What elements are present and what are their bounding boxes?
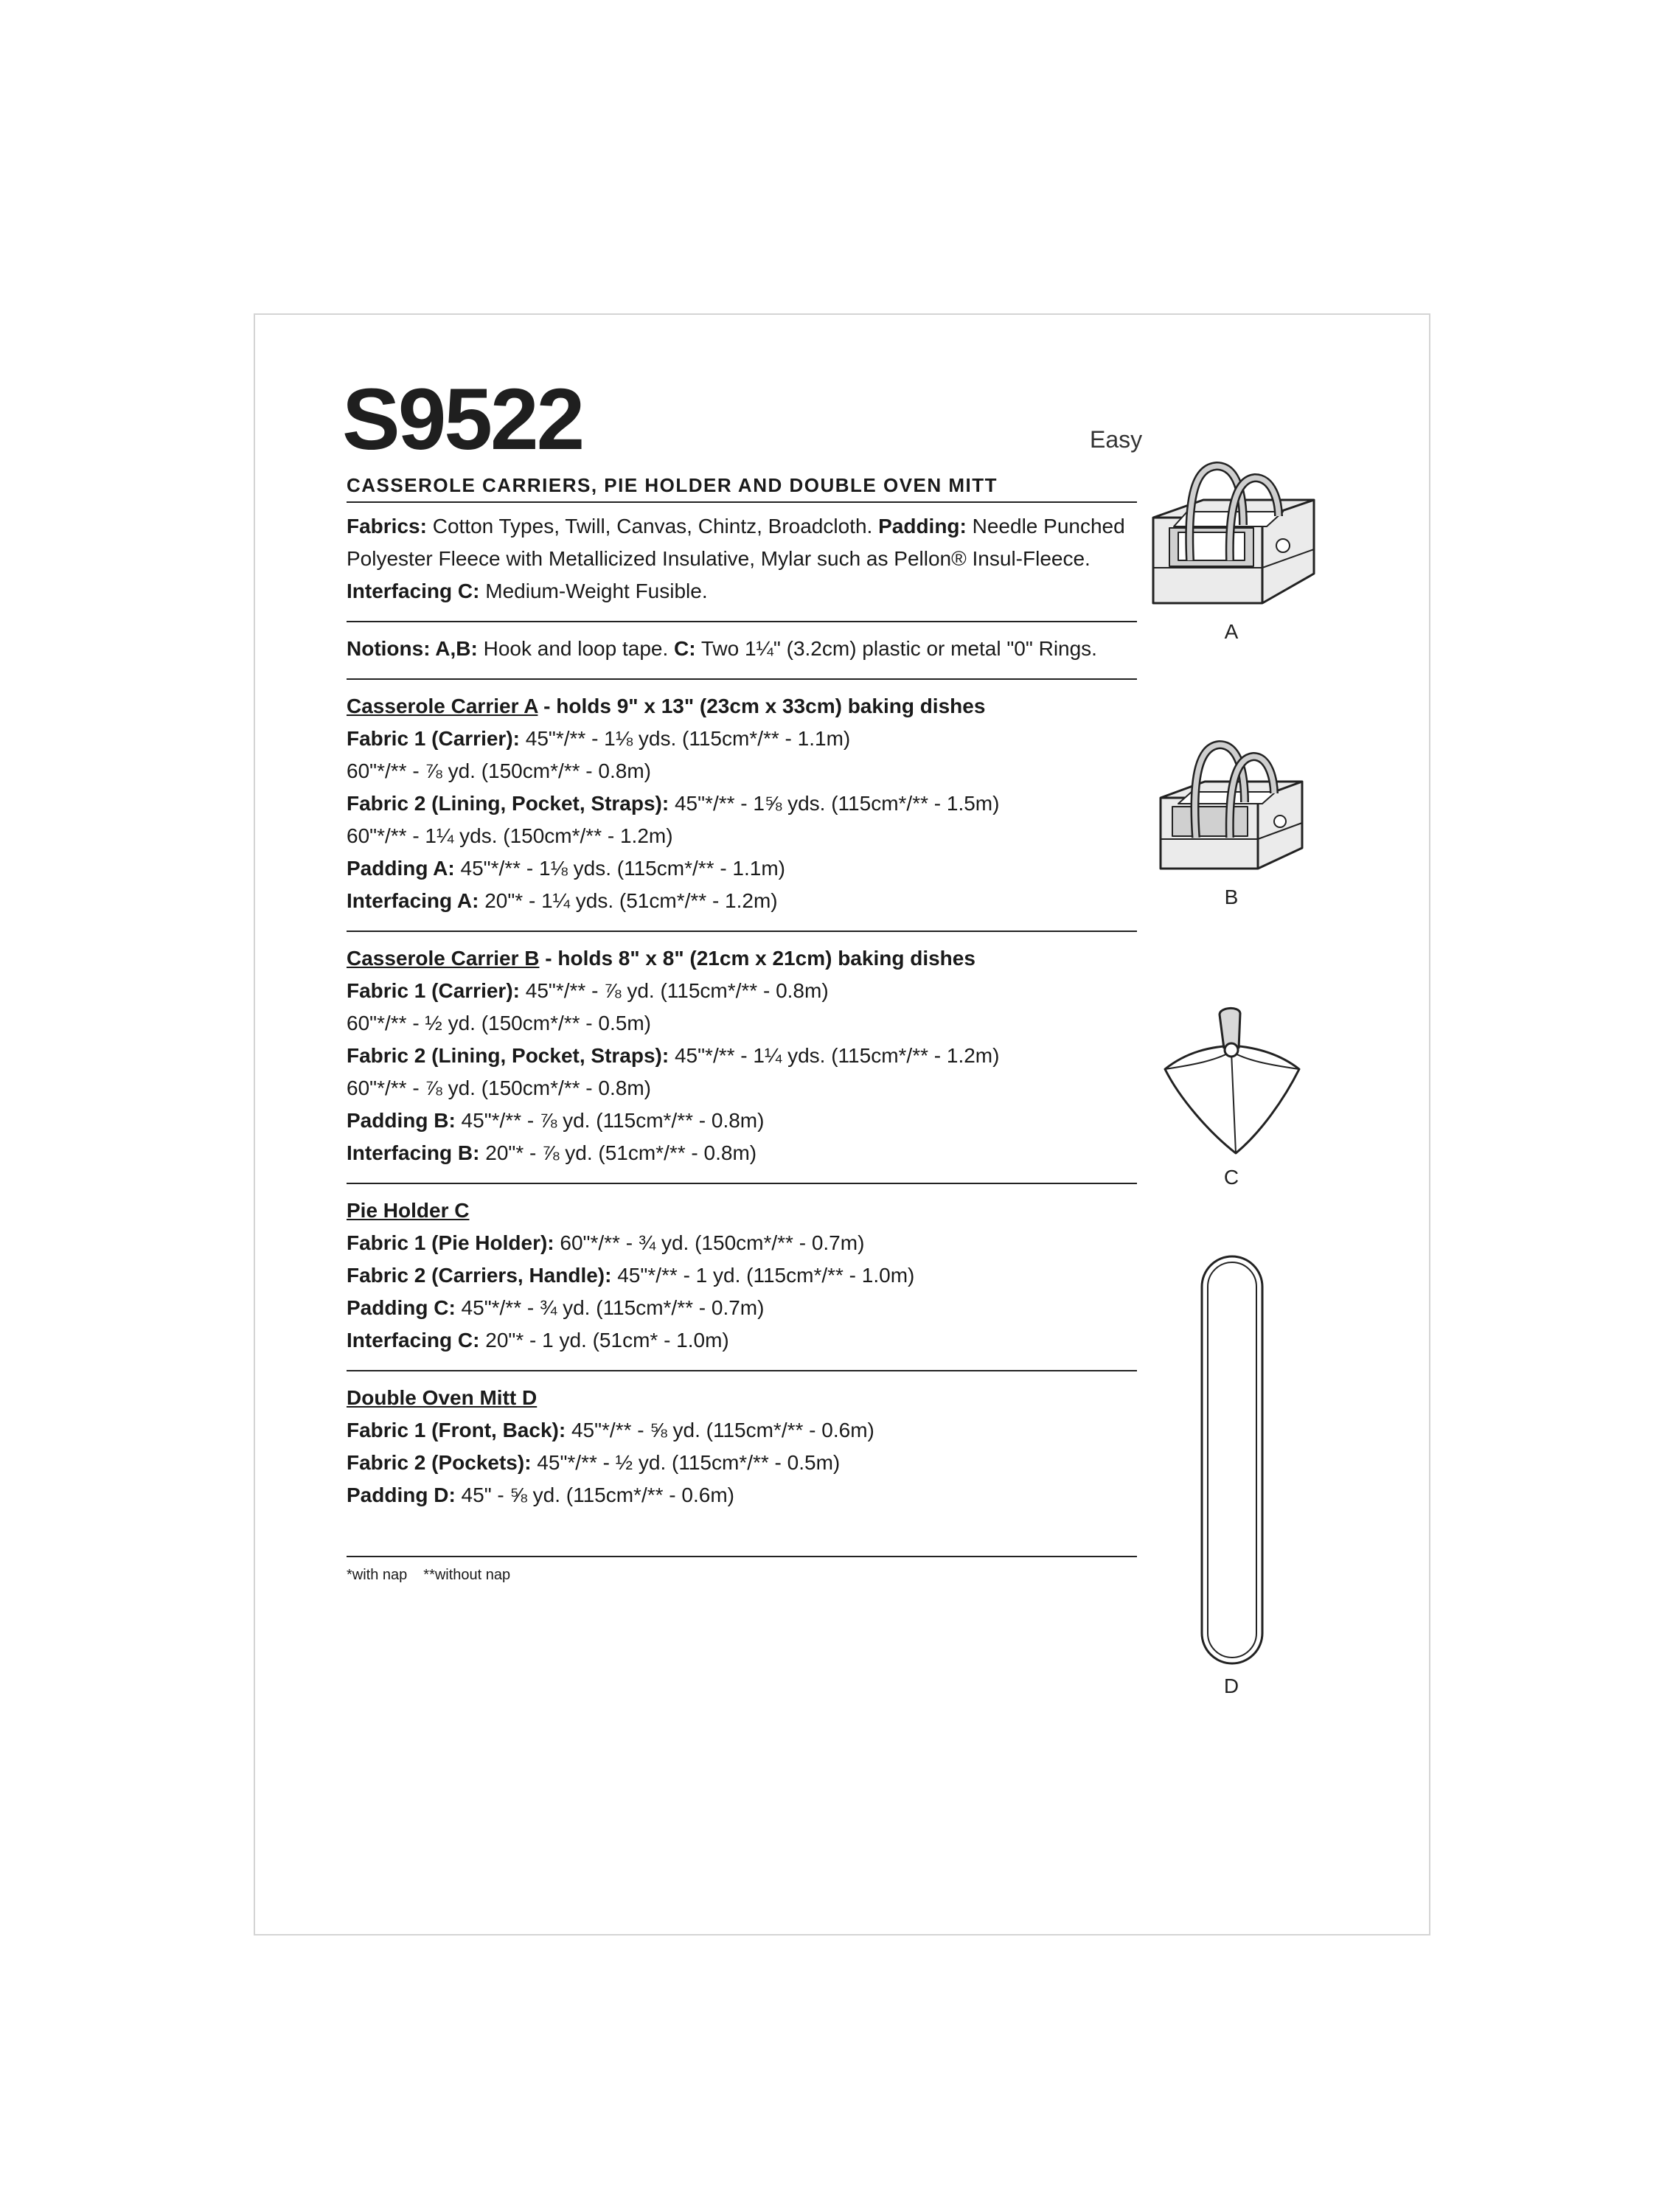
section-title: Casserole Carrier A [347, 695, 538, 717]
notions-c-text: Two 1¼" (3.2cm) plastic or metal "0" Rings. [695, 637, 1097, 660]
requirement-label: Fabric 1 (Carrier): [347, 979, 520, 1002]
requirement-label: Padding A: [347, 857, 455, 880]
requirement-line [347, 755, 1137, 787]
section-title: Double Oven Mitt D [347, 1386, 538, 1409]
requirement-text: 45"*/** - 1⅝ yds. (115cm*/** - 1.5m) [669, 792, 1000, 815]
section-subtitle: - holds 9" x 13" (23cm x 33cm) baking dishes [538, 695, 986, 717]
requirement-text: 45"*/** - ½ yd. (115cm*/** - 0.5m) [531, 1451, 841, 1474]
requirement-line [347, 1137, 1137, 1169]
casserole-carrier-small-icon [1143, 730, 1320, 877]
requirement-line [347, 1227, 1137, 1259]
section-oven-mitt [347, 1382, 1137, 1512]
fabrics-line-2: Polyester Fleece with Metallicized Insulative, Mylar such as Pellon® Insul-Fleece. [347, 547, 1091, 570]
requirement-label: Fabric 1 (Pie Holder): [347, 1231, 554, 1254]
pattern-number: S9522 [342, 371, 583, 468]
pie-holder-icon [1143, 1003, 1320, 1158]
requirement-text: 60"*/** - 1¼ yds. (150cm*/** - 1.2m) [347, 824, 673, 847]
fabrics-text: Cotton Types, Twill, Canvas, Chintz, Broadcloth. [426, 515, 879, 538]
requirement-label: Fabric 2 (Carriers, Handle): [347, 1264, 612, 1287]
requirement-text: 45" - ⅝ yd. (115cm*/** - 0.6m) [455, 1484, 734, 1506]
illustration-b [1143, 730, 1320, 909]
requirement-line [347, 885, 1137, 917]
requirement-label: Padding B: [347, 1109, 456, 1132]
divider [347, 1183, 1137, 1184]
difficulty-label: Easy [1090, 426, 1143, 453]
requirement-text: 45"*/** - ⅞ yd. (115cm*/** - 0.8m) [519, 979, 829, 1002]
requirement-label: Interfacing A: [347, 889, 479, 912]
divider [347, 621, 1137, 622]
requirement-text: 60"*/** - ⅞ yd. (150cm*/** - 0.8m) [347, 759, 651, 782]
requirement-text: 45"*/** - 1⅛ yds. (115cm*/** - 1.1m) [454, 857, 785, 880]
section-title: Casserole Carrier B [347, 947, 540, 970]
requirement-label: Padding C: [347, 1296, 456, 1319]
requirement-label: Fabric 2 (Lining, Pocket, Straps): [347, 1044, 669, 1067]
interfacing-text: Medium-Weight Fusible. [479, 580, 708, 602]
illustration-label: C [1223, 1166, 1239, 1189]
requirement-label: Fabric 1 (Front, Back): [347, 1419, 566, 1441]
casserole-carrier-large-icon [1143, 457, 1320, 612]
requirement-text: 20"* - 1¼ yds. (51cm*/** - 1.2m) [479, 889, 778, 912]
requirement-line [347, 1292, 1137, 1324]
illustration-a [1143, 457, 1320, 644]
requirement-text: 20"* - ⅞ yd. (51cm*/** - 0.8m) [479, 1141, 757, 1164]
illustration-d [1143, 1253, 1320, 1698]
fabrics-label: Fabrics: [347, 515, 427, 538]
illustration-label: D [1223, 1674, 1239, 1697]
requirement-line [347, 1072, 1137, 1105]
requirement-text: 45"*/** - ⅞ yd. (115cm*/** - 0.8m) [455, 1109, 765, 1132]
requirement-line [347, 1414, 1137, 1447]
footnote-with-nap: *with nap [347, 1567, 408, 1583]
requirement-text: 20"* - 1 yd. (51cm* - 1.0m) [479, 1329, 729, 1352]
requirement-line [347, 1447, 1137, 1479]
requirement-label: Fabric 2 (Lining, Pocket, Straps): [347, 792, 669, 815]
notions-label: Notions: A,B: [347, 637, 478, 660]
requirement-text: 45"*/** - 1⅛ yds. (115cm*/** - 1.1m) [519, 727, 851, 750]
requirement-line [347, 1040, 1137, 1072]
requirement-text: 45"*/** - 1 yd. (115cm*/** - 1.0m) [611, 1264, 915, 1287]
requirement-line [347, 820, 1137, 852]
requirement-line [347, 1007, 1137, 1040]
padding-text: Needle Punched [966, 515, 1125, 538]
section-subtitle: - holds 8" x 8" (21cm x 21cm) baking dishes [539, 947, 975, 970]
requirement-label: Fabric 2 (Pockets): [347, 1451, 532, 1474]
section-title: Pie Holder C [347, 1199, 470, 1222]
requirement-label: Interfacing B: [347, 1141, 480, 1164]
requirement-line [347, 1259, 1137, 1292]
requirement-line [347, 723, 1137, 755]
requirement-line [347, 975, 1137, 1007]
illustration-label: A [1224, 620, 1239, 643]
section-carrier-b [347, 942, 1137, 1169]
fabrics-line-3 [347, 575, 1137, 608]
section-carrier-a [347, 690, 1137, 917]
notions-c-label: C: [674, 637, 696, 660]
notions-block [347, 633, 1137, 665]
illustration-c [1143, 1003, 1320, 1189]
interfacing-label: Interfacing C: [347, 580, 480, 602]
pattern-title: CASSEROLE CARRIERS, PIE HOLDER AND DOUBLE OVEN MITT [347, 472, 1137, 503]
requirement-text: 60"*/** - ½ yd. (150cm*/** - 0.5m) [347, 1012, 651, 1034]
requirement-label: Interfacing C: [347, 1329, 480, 1352]
requirement-line [347, 1479, 1137, 1512]
requirement-text: 45"*/** - ¾ yd. (115cm*/** - 0.7m) [455, 1296, 765, 1319]
oven-mitt-icon [1143, 1253, 1320, 1666]
requirement-label: Fabric 1 (Carrier): [347, 727, 520, 750]
divider [347, 1556, 1137, 1557]
footnotes [347, 1565, 1137, 1585]
requirement-text: 45"*/** - ⅝ yd. (115cm*/** - 0.6m) [566, 1419, 874, 1441]
requirement-text: 60"*/** - ⅞ yd. (150cm*/** - 0.8m) [347, 1077, 651, 1099]
section-pie-holder [347, 1194, 1137, 1357]
divider [347, 678, 1137, 680]
requirement-line [347, 1324, 1137, 1357]
requirement-line [347, 1105, 1137, 1137]
requirement-text: 45"*/** - 1¼ yds. (115cm*/** - 1.2m) [669, 1044, 1000, 1067]
requirements-column [347, 472, 1137, 1585]
divider [347, 931, 1137, 932]
notions-text: Hook and loop tape. [477, 637, 675, 660]
illustration-label: B [1224, 886, 1239, 908]
padding-label: Padding: [878, 515, 967, 538]
divider [347, 1370, 1137, 1371]
fabrics-line-1 [347, 510, 1137, 543]
requirement-text: 60"*/** - ¾ yd. (150cm*/** - 0.7m) [554, 1231, 865, 1254]
footnote-without-nap: **without nap [423, 1567, 511, 1583]
requirement-line [347, 852, 1137, 885]
fabrics-block [347, 510, 1137, 608]
requirement-line [347, 787, 1137, 820]
requirement-label: Padding D: [347, 1484, 456, 1506]
